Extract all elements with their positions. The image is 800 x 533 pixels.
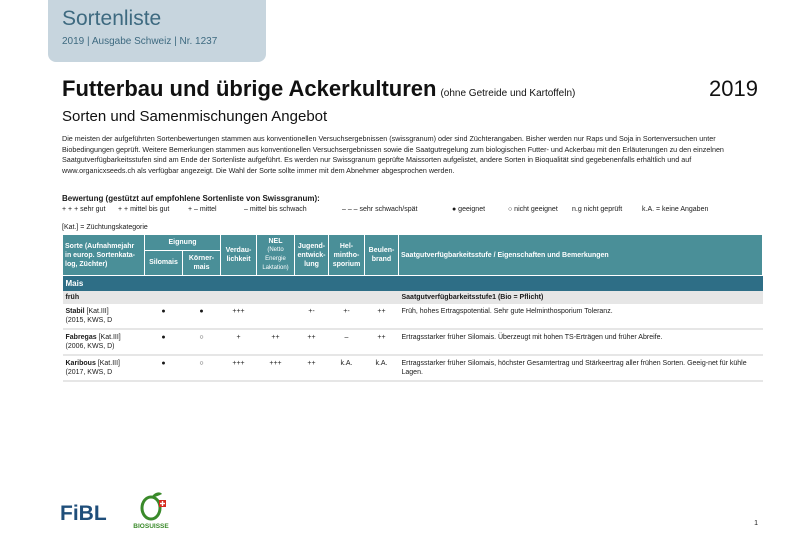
cell-verdaulichkeit: +++ (221, 304, 257, 329)
variety-cell (63, 329, 145, 355)
group-row (63, 291, 763, 304)
cell-jugend: ++ (295, 329, 329, 355)
intro-text: Die meisten der aufgeführten Sortenbewertungen stammen aus konventionellen Versuchsergebnissen (swissgranum) oder sind Züchterangaben. Bisher werden nur Raps und Soja in Sortenversuchen unter Biobedingungen geprüft. Weitere Bemerkungen stammen aus konventionellen Versuchsergebnissen sowie die Saatgutregelung zum biologischen Futter- und Ackerbau mit den Erläuterungen zu den einzelnen Saatgutverfügbarkeitsstufen sind am Ende der Sortenliste aufgeführt. Es werden nur Swissgranum geprüfte Maissorten aufgelistet, andere Sorten in Bioqualität sind gegebenenfalls erhältlich und auf www.organicxseeds.ch als verfügbar angezeigt. Die Wahl der Sorte sollte immer mit dem Abnehmer abgesprochen werden. (62, 134, 724, 175)
col-nel (257, 235, 295, 276)
cell-silomais: ● (145, 304, 183, 329)
col-helminth: Hel-mintho-sporium (329, 235, 365, 276)
cell-koernermais: ○ (183, 329, 221, 355)
cell-koernermais: ○ (183, 355, 221, 381)
cell-bemerkung: Ertragsstarker früher Silomais, höchster Gesamtertrag und Stärkeertrag aller frühen Sorten. Geeig-net für kühle Lagen. (399, 355, 763, 381)
header-tab (48, 0, 266, 62)
page-subtitle: Sorten und Samenmischungen Angebot (62, 108, 328, 125)
variety-cell (63, 304, 145, 329)
header-title: Sortenliste (62, 7, 162, 30)
legend (62, 206, 762, 213)
legend-heading: Bewertung (gestützt auf empfohlene Sortenliste von Swissgranum): (62, 194, 320, 203)
variety-table (62, 234, 763, 382)
legend-item: ○ nicht geeignet (508, 206, 558, 213)
fibl-logo: FiBL (60, 502, 107, 525)
cell-koernermais: ● (183, 304, 221, 329)
variety-kat: [Kat.III] (97, 360, 120, 367)
variety-meta: (2015, KWS, D (65, 317, 113, 324)
variety-cell (63, 355, 145, 381)
col-koernermais: Körner-mais (183, 250, 221, 276)
legend-item: + + + sehr gut (62, 206, 106, 213)
col-eignung: Eignung (145, 235, 221, 251)
col-silomais: Silomais (145, 250, 183, 276)
table-row (63, 329, 763, 355)
cell-helminth: +- (329, 304, 365, 329)
table-row (63, 355, 763, 381)
cell-verdaulichkeit: +++ (221, 355, 257, 381)
variety-name: Fabregas (65, 334, 97, 341)
page-number: 1 (754, 520, 758, 527)
legend-item: n.g nicht geprüft (572, 206, 623, 213)
cell-jugend: +- (295, 304, 329, 329)
legend-item: k.A. = keine Angaben (642, 206, 709, 213)
biosuisse-text: BIOSUISSE (133, 523, 169, 530)
section-row (63, 276, 763, 292)
variety-kat: [Kat.III] (98, 334, 121, 341)
cell-nel: ++ (257, 329, 295, 355)
page-year: 2019 (709, 76, 758, 101)
col-sorte: Sorte (Aufnahmejahr in europ. Sortenkata-log, Züchter) (63, 235, 145, 276)
variety-meta: (2006, KWS, D) (65, 343, 115, 350)
cell-bemerkung: Ertragsstarker früher Silomais. Überzeugt mit hohen TS-Erträgen und früher Abreife. (399, 329, 763, 355)
legend-item: ● geeignet (452, 206, 486, 213)
bud-icon (128, 490, 174, 522)
variety-meta: (2017, KWS, D (65, 369, 113, 376)
cell-silomais: ● (145, 329, 183, 355)
cell-beulenbrand: ++ (365, 329, 399, 355)
legend-item: – – – sehr schwach/spät (342, 206, 418, 213)
header-subtitle: 2019 | Ausgabe Schweiz | Nr. 1237 (62, 36, 218, 47)
biosuisse-logo (128, 490, 174, 530)
section-label: Mais (63, 276, 763, 292)
legend-item: + + mittel bis gut (118, 206, 170, 213)
col-saatgut: Saatgutverfügbarkeitsstufe / Eigenschaften und Bemerkungen (399, 235, 763, 276)
cell-nel (257, 304, 295, 329)
cell-beulenbrand: ++ (365, 304, 399, 329)
variety-name: Karibous (65, 360, 96, 367)
legend-item: + – mittel (188, 206, 217, 213)
cell-verdaulichkeit: + (221, 329, 257, 355)
page-title-note: (ohne Getreide und Kartoffeln) (440, 88, 576, 99)
cell-nel: +++ (257, 355, 295, 381)
cell-helminth: k.A. (329, 355, 365, 381)
col-jugend: Jugend-entwick-lung (295, 235, 329, 276)
page-title (62, 76, 575, 102)
col-beulenbrand: Beulen-brand (365, 235, 399, 276)
group-note: Saatgutverfügbarkeitsstufe1 (Bio = Pflicht) (399, 291, 763, 304)
group-label: früh (63, 291, 399, 304)
page-title-text: Futterbau und übrige Ackerkulturen (62, 76, 437, 101)
cell-helminth: – (329, 329, 365, 355)
col-nel-label: NEL (268, 238, 283, 245)
cell-bemerkung: Früh, hohes Ertragspotential. Sehr gute Helminthosporium Toleranz. (399, 304, 763, 329)
cell-silomais: ● (145, 355, 183, 381)
col-verdaulichkeit: Verdau-lichkeit (221, 235, 257, 276)
kat-note: [Kat.] = Züchtungskategorie (62, 224, 148, 231)
variety-kat: [Kat.III] (86, 308, 109, 315)
variety-name: Stabil (65, 308, 85, 315)
col-nel-sub: (Netto Energie Laktation) (262, 247, 289, 271)
legend-item: – mittel bis schwach (244, 206, 307, 213)
cell-jugend: ++ (295, 355, 329, 381)
cell-beulenbrand: k.A. (365, 355, 399, 381)
table-row (63, 304, 763, 329)
